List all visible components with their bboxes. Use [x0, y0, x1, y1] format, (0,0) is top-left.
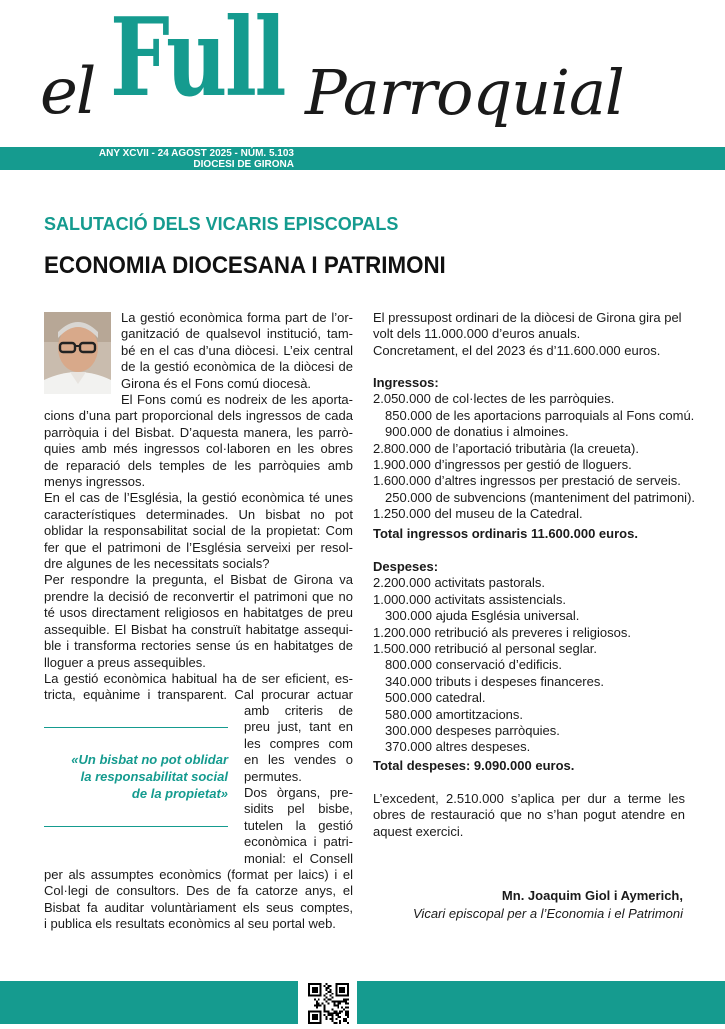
budget-intro [373, 310, 685, 359]
text-line: prendre la decisió de reconvertir el patrimoni que no [44, 588, 353, 604]
text-line: monial: el Consell [244, 850, 353, 866]
text-line: La gestió econòmica forma part de l’or- [121, 310, 353, 325]
budget-line: 1.000.000 activitats assistencials. [373, 591, 566, 607]
pullquote-rule-top [44, 727, 228, 728]
pullquote-line: «Un bisbat no pot oblidar [71, 752, 228, 767]
text-line: assequible. El Bisbat ha construït habitatge assequi- [44, 621, 353, 637]
text-line: preu just, tant en [244, 719, 353, 735]
budget-line: 300.000 despeses parròquies. [385, 723, 560, 739]
text-line: amb criteris de [244, 703, 353, 718]
left-wrapped-paragraph [121, 310, 353, 392]
text-line: La gestió econòmica habitual ha de ser eficient, es- [44, 670, 353, 686]
footer-bar-right [357, 981, 725, 1024]
pullquote-line: de la propietat» [131, 786, 228, 801]
text-line: les compres com [244, 735, 353, 751]
expense-heading: Despeses: [373, 559, 439, 574]
text-line: tricta, equànime i transparent. Cal procurar actuar [44, 687, 353, 703]
text-line: econòmica i patri- [244, 834, 353, 850]
text-line: obres de restauració que no s’han pogut atendre en [373, 807, 685, 823]
issue-line: ANY XCVII - 24 AGOST 2025 - NÚM. 5.103 [98, 148, 294, 159]
text-line: per als assumptes econòmics (format per laics) i el [44, 867, 353, 882]
text-line: ganització de qualsevol institució, tam- [121, 326, 353, 342]
footer-bar-left [0, 981, 298, 1024]
text-line: parròquia i del Bisbat. D’aquesta manera, les parrò- [44, 424, 353, 440]
qr-code-icon[interactable] [307, 983, 350, 1024]
masthead-el-word: el [40, 55, 95, 129]
text-line: El pressupost ordinari de la diòcesi de Girona gira pel [373, 310, 682, 325]
text-line: cions d’una part proporcional dels ingressos de cada [44, 408, 353, 424]
budget-line: 1.900.000 d’ingressos per gestió de lloguers. [373, 457, 632, 473]
budget-line: 1.500.000 retribució al personal seglar. [373, 641, 598, 657]
income-items [373, 391, 696, 522]
text-line: tutelen la gestió [244, 817, 353, 833]
expense-items [373, 575, 685, 755]
text-line: de la gestió econòmica de la diòcesi de [121, 359, 353, 375]
text-line: sidits pel bisbe, [244, 801, 353, 817]
diocese-line: DIOCESI DE GIRONA [193, 159, 294, 170]
text-line: i publica els resultats econòmics al seu portal web. [44, 916, 336, 932]
income-total: Total ingressos ordinaris 11.600.000 euros. [373, 526, 638, 541]
text-line: oblidar la responsabilitat social de la propietat: Com [44, 523, 353, 539]
section-kicker: SALUTACIÓ DELS VICARIS EPISCOPALS [44, 214, 399, 234]
text-line: Girona és el Fons comú diocesà. [121, 375, 312, 391]
income-heading: Ingressos: [373, 375, 439, 390]
income-list [373, 375, 696, 523]
left-narrow-paragraph [244, 703, 353, 867]
text-line: Dos òrgans, pre- [244, 785, 353, 801]
left-body [44, 392, 353, 704]
text-line: Col·legi de consultors. Des de fa catorze anys, el [44, 883, 353, 899]
article-title: ECONOMIA DIOCESANA I PATRIMONI [44, 252, 446, 279]
budget-line: 580.000 amortitzacions. [385, 706, 524, 722]
text-line: quies amb més ingressos col·laboren en les obres [44, 441, 353, 457]
text-line: El Fons comú es nodreix de les aporta- [121, 392, 353, 407]
budget-line: 1.200.000 retribució als preveres i religiosos. [373, 624, 631, 640]
text-line: dre algunes de les necessitats socials? [44, 556, 270, 572]
masthead-full-word: Full [110, 0, 285, 121]
budget-line: 900.000 de donatius i almoines. [385, 424, 569, 440]
budget-line: 1.250.000 del museu de la Catedral. [373, 506, 583, 522]
left-closing-paragraph [44, 867, 353, 933]
budget-line: 340.000 tributs i despeses financeres. [385, 673, 604, 689]
text-line: En el cas de l’Església, la gestió econòmica té unes [44, 490, 353, 506]
text-line: en les vendes o [244, 752, 353, 768]
text-line: aquest exercici. [373, 823, 464, 839]
budget-line: 250.000 de subvencions (manteniment del patrimoni). [385, 489, 696, 505]
signature-name: Mn. Joaquim Giol i Aymerich, [501, 888, 683, 903]
text-line: de reparació dels temples de les parròquies amb [44, 457, 353, 473]
text-line: volt dels 11.000.000 d’euros anuals. [373, 326, 581, 342]
issue-info [0, 148, 294, 170]
text-line: Bisbat fa auditar voluntàriament els seus comptes, [44, 899, 353, 915]
expense-list [373, 559, 685, 756]
budget-line: 2.200.000 activitats pastorals. [373, 575, 545, 591]
budget-line: 2.800.000 de l’aportació tributària (la creueta). [373, 440, 639, 456]
text-line: Concretament, el del 2023 és d’11.600.000 euros. [373, 342, 661, 358]
text-line: L’excedent, 2.510.000 s’aplica per dur a terme les [373, 791, 685, 806]
text-line: menys ingressos. [44, 474, 146, 490]
text-line: lloguer a preus assequibles. [44, 654, 206, 670]
masthead-parroquial-word: Parroquial [305, 56, 624, 129]
budget-line: 370.000 altres despeses. [385, 739, 531, 755]
budget-line: 850.000 de les aportacions parroquials al Fons comú. [385, 407, 695, 423]
signature-role: Vicari episcopal per a l’Economia i el Patrimoni [413, 906, 683, 921]
text-line: té usos directament religiosos en habitatges de preu [44, 605, 353, 621]
budget-line: 2.050.000 de col·lectes de les parròquies. [373, 391, 615, 407]
budget-line: 300.000 ajuda Església universal. [385, 608, 580, 624]
budget-line: 800.000 conservació d’edificis. [385, 657, 563, 673]
budget-line: 500.000 catedral. [385, 690, 486, 706]
text-line: característiques determinades. Un bisbat no pot [44, 506, 353, 522]
text-line: ble i transforma rectories sense ús en habitatges de [44, 638, 353, 654]
pullquote-rule-bottom [44, 826, 228, 827]
pullquote-line: la responsabilitat social [80, 769, 228, 784]
budget-line: 1.600.000 d’altres ingressos per prestació de serveis. [373, 473, 681, 489]
text-line: permutes. [244, 768, 302, 784]
closing-paragraph [373, 791, 685, 840]
text-line: bé en el cas d’una diòcesi. L’eix central [121, 342, 353, 358]
text-line: fer que el patrimoni de l’Església serveixi per resol- [44, 539, 353, 555]
text-line: Per respondre la pregunta, el Bisbat de Girona va [44, 572, 353, 588]
pullquote [44, 751, 228, 802]
expense-total: Total despeses: 9.090.000 euros. [373, 758, 575, 773]
author-photo [44, 312, 111, 394]
